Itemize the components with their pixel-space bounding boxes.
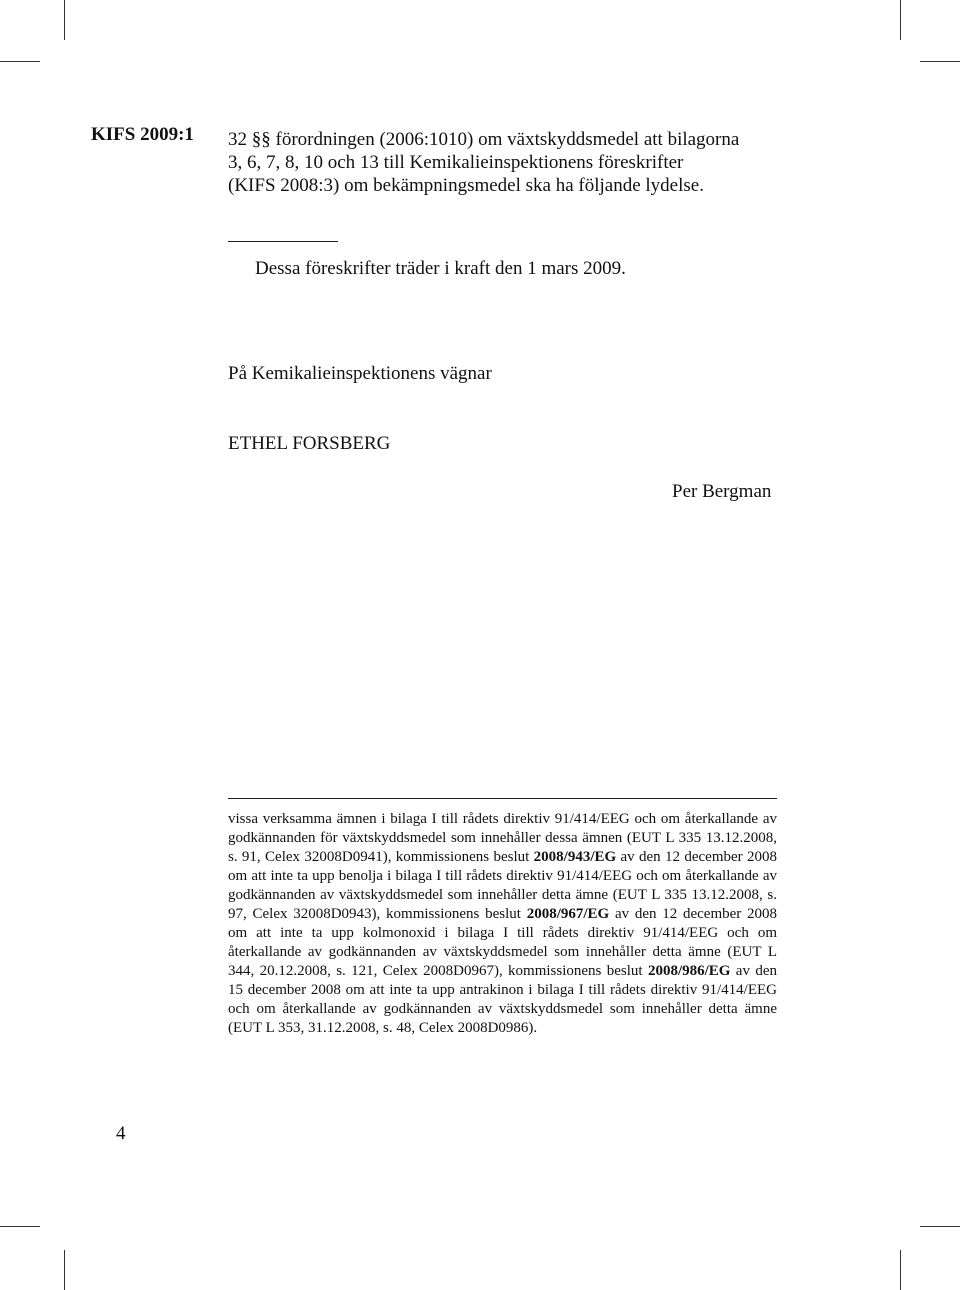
intro-line: 32 §§ förordningen (2006:1010) om växtskyddsmedel att bilagorna	[228, 129, 740, 150]
page-number: 4	[116, 1123, 126, 1144]
crop-mark	[900, 0, 901, 40]
crop-mark	[0, 1226, 40, 1227]
separator-rule	[228, 241, 338, 242]
footnote-text: av den 12 december 2008 om att inte ta upp kolmonoxid i bilaga I till rådets direktiv 91/414/EEG och om återkallande av godkännanden av växtskyddsmedel som innehåller detta ämne (EUT L 344, 20.12.2008, s. 121, Celex 2008D0967), kommissionens beslut	[228, 906, 777, 979]
intro-line: 3, 6, 7, 8, 10 och 13 till Kemikalieinspektionens föreskrifter	[228, 152, 684, 173]
footnote-rule	[228, 798, 777, 799]
footnote	[228, 810, 777, 1038]
intro-paragraph	[228, 128, 780, 197]
footnote-text: av den 12 december 2008 om att inte ta upp benolja i bilaga I till rådets direktiv 91/414/EEG och om återkallande av godkännanden av växtskyddsmedel som innehåller detta ämne (EUT L 335 13.12.2008, s. 97, Celex 32008D0943), kommissionens beslut	[228, 849, 778, 922]
footnote-text: vissa verksamma ämnen i bilaga I till rådets direktiv 91/414/EEG och om återkallande av godkännanden för växtskyddsmedel som innehåller dessa ämnen (EUT L 335 13.12.2008, s. 91, Celex 32008D0941), kommissionens beslut	[228, 811, 777, 865]
crop-mark	[64, 0, 65, 40]
on-behalf-line: På Kemikalieinspektionens vägnar	[228, 363, 492, 384]
crop-mark	[900, 1250, 901, 1290]
crop-mark	[64, 1250, 65, 1290]
crop-mark	[920, 1226, 960, 1227]
effective-date: Dessa föreskrifter träder i kraft den 1 mars 2009.	[255, 258, 626, 279]
crop-mark	[0, 61, 40, 62]
signatory-secondary: Per Bergman	[672, 481, 772, 502]
intro-line: (KIFS 2008:3) om bekämpningsmedel ska ha följande lydelse.	[228, 175, 704, 196]
signatory-primary: ETHEL FORSBERG	[228, 433, 391, 454]
crop-mark	[920, 61, 960, 62]
series-number: KIFS 2009:1	[91, 124, 194, 145]
decision-ref: 2008/943/EG	[533, 849, 617, 865]
decision-ref: 2008/967/EG	[526, 906, 610, 922]
decision-ref: 2008/986/EG	[647, 963, 731, 979]
footnote-text: av den 15 december 2008 om att inte ta upp antrakinon i bilaga I till rådets direktiv 91/414/EEG och om återkallande av godkännanden av växtskyddsmedel som innehåller detta ämne (EUT L 353, 31.12.2008, s. 48, Celex 2008D0986).	[228, 963, 777, 1036]
